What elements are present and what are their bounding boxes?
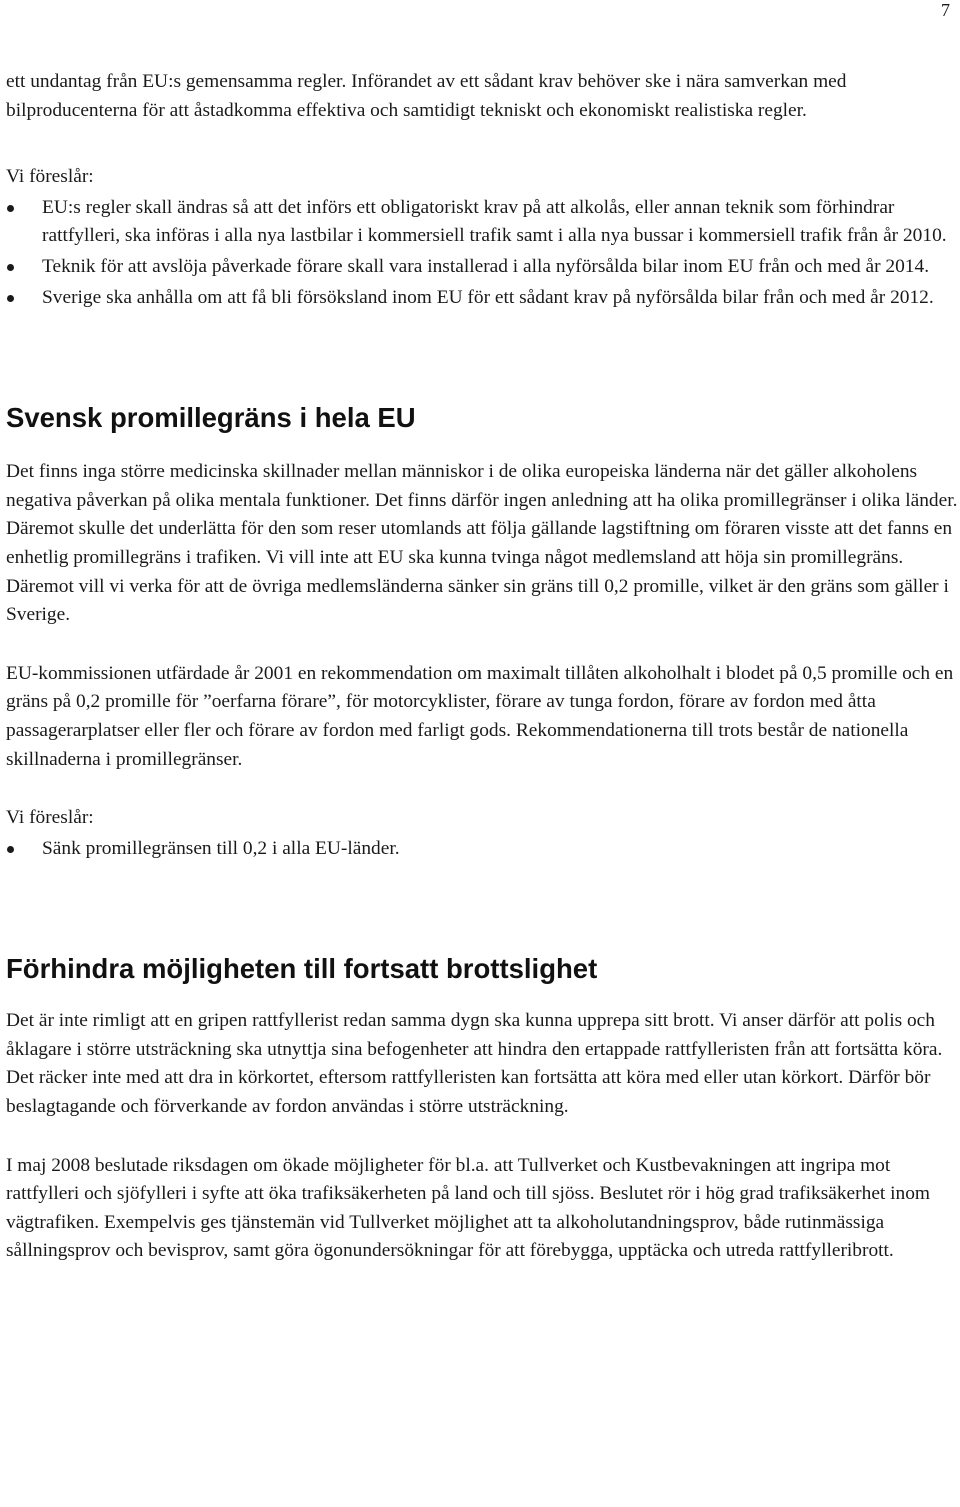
proposals-lead: Vi föreslår: xyxy=(6,807,94,829)
proposal-item xyxy=(6,284,958,313)
body-paragraph: EU-kommissionen utfärdade år 2001 en rekommendation om maximalt tillåten alkoholhalt i blodet på 0,5 promille och en gräns på 0,2 promille för ”oerfarna förare”, för motorcyklister, förare av tunga fordon, förare av fordon med åtta passagerarplatser eller fler och förare av fordon med farligt gods. Rekommendationerna till trots består de nationella skillnaderna i promillegränser. xyxy=(6,662,954,770)
proposal-text: Sänk promillegränsen till 0,2 i alla EU-länder. xyxy=(42,837,400,859)
body-paragraph: I maj 2008 beslutade riksdagen om ökade möjligheter för bl.a. att Tullverket och Kustbevakningen att ingripa mot rattfylleri och sjöfylleri i syfte att öka trafiksäkerheten på land och till sjöss. Beslutet rör i hög grad trafiksäkerhet inom vägtrafiken. Exempelvis ges tjänstemän vid Tullverket möjlighet att ta alkoholutandningsprov, både rutinmässiga sållningsprov och bevisprov, samt göra ögonundersökningar för att förebygga, upptäcka och utreda rattfylleribrott. xyxy=(6,1154,931,1262)
body-paragraph: Det finns inga större medicinska skillnader mellan människor i de olika europeiska länderna när det gäller alkoholens negativa påverkan på olika mentala funktioner. Det finns därför ingen anledning att ha olika promillegränser i olika länder. Däremot skulle det underlätta för den som reser utomlands att följa gällande lagstiftning om föraren visste att det fanns en enhetlig promillegräns i trafiken. Vi vill inte att EU ska kunna tvinga något medlemsland att höja sin promillegräns. Däremot vill vi verka för att de övriga medlemsländerna sänker sin gräns till 0,2 promille, vilket är den gräns som gäller i Sverige. xyxy=(6,461,958,626)
section-heading: Förhindra möjligheten till fortsatt brottslighet xyxy=(6,953,598,985)
proposal-item xyxy=(6,835,958,864)
proposal-item xyxy=(6,194,958,251)
proposal-text: EU:s regler skall ändras så att det införs ett obligatoriskt krav på att alkolås, eller annan teknik som förhindrar rattfylleri, ska införas i alla nya lastbilar i kommersiell trafik samt i alla nya bussar i kommersiell trafik från år 2010. xyxy=(42,196,947,247)
document-body xyxy=(6,68,958,1266)
section-heading: Svensk promillegräns i hela EU xyxy=(6,402,416,434)
proposals-list xyxy=(6,835,958,864)
bullet-icon xyxy=(7,264,14,271)
bullet-icon xyxy=(7,295,14,302)
proposal-text: Sverige ska anhålla om att få bli försöksland inom EU för ett sådant krav på nyförsålda bilar från och med år 2012. xyxy=(42,286,934,308)
proposals-lead: Vi föreslår: xyxy=(6,166,94,188)
proposals-list xyxy=(6,194,958,312)
body-paragraph: Det är inte rimligt att en gripen rattfyllerist redan samma dygn ska kunna upprepa sitt brott. Vi anser därför att polis och åklagare i större utsträckning ska utnyttja sina befogenheter att hindra den ertappade rattfylleristen från att fortsätta köra. Det räcker inte med att dra in körkortet, eftersom rattfylleristen kan fortsätta att köra med eller utan körkort. Därför bör beslagtagande och förverkande av fordon användas i större utsträckning. xyxy=(6,1010,943,1118)
page-number: 7 xyxy=(941,0,950,20)
proposal-text: Teknik för att avslöja påverkade förare skall vara installerad i alla nyförsålda bilar inom EU från och med år 2014. xyxy=(42,255,930,277)
proposal-item xyxy=(6,253,958,282)
intro-paragraph: ett undantag från EU:s gemensamma regler. Införandet av ett sådant krav behöver ske i nära samverkan med bilproducenterna för att åstadkomma effektiva och samtidigt tekniskt och ekonomiskt realistiska regler. xyxy=(6,71,847,121)
bullet-icon xyxy=(7,205,14,212)
bullet-icon xyxy=(7,846,14,853)
